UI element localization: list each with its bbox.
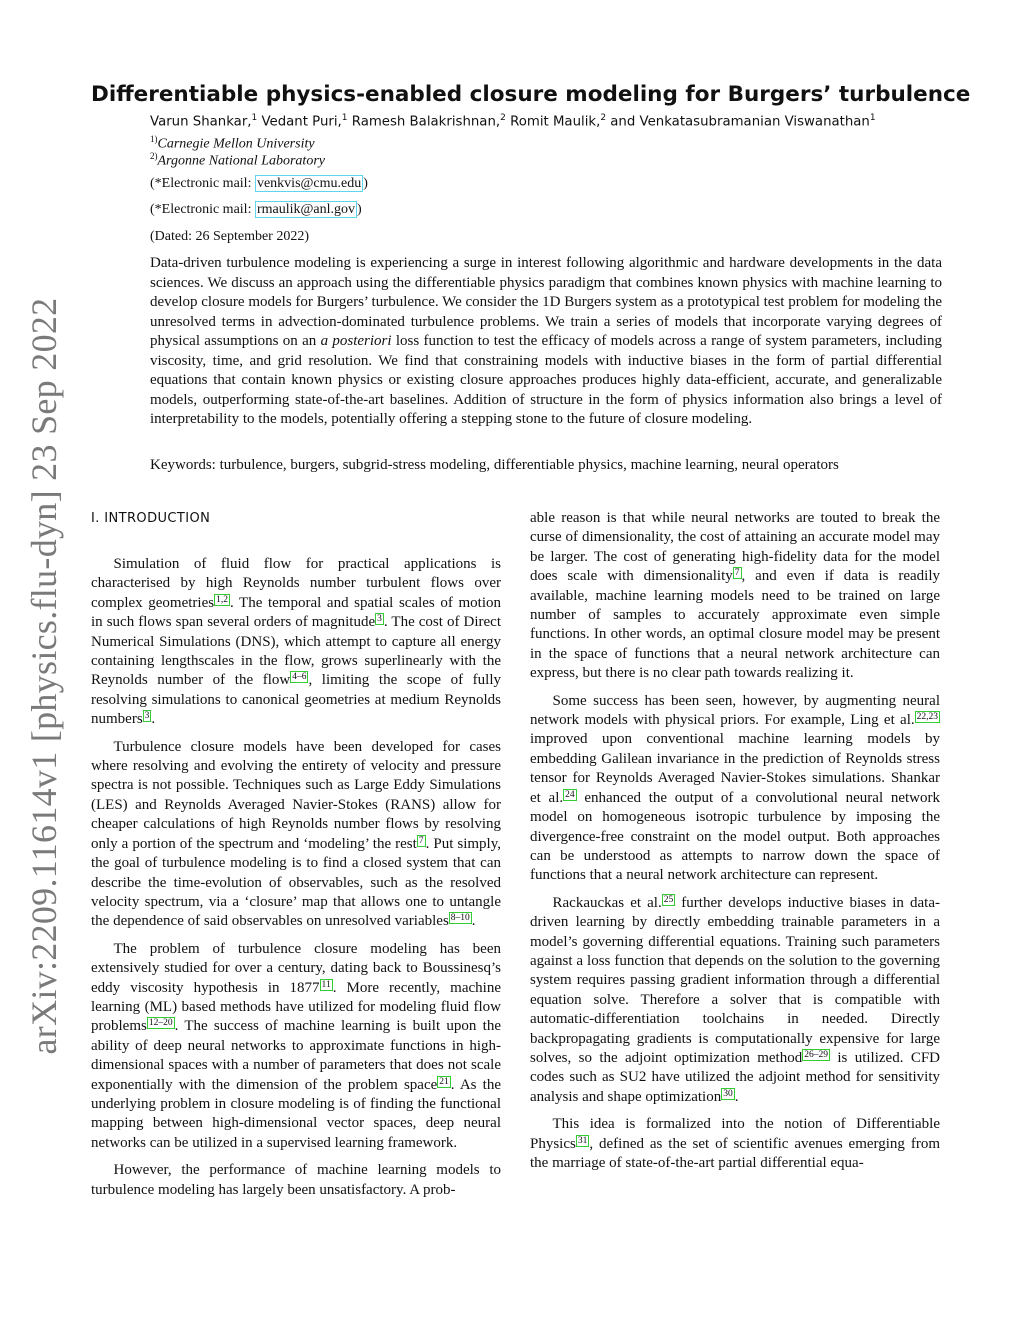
author-name: and Venkatasubramanian Viswanathan [606, 114, 870, 130]
paragraph: The problem of turbulence closure modeling has been extensively studied for over a century, dating back to Boussinesq’s eddy viscosity hypothesis in 1877 $^{11}$ . More recently, machine learning (ML) based methods have utilized for modeling fluid flow problems $^{12-20}$ . The success of machine learning is built upon the ability of deep neural networks to approximate functions in high-dimensional spaces with a number of parameters that does not scale exponentially with the dimension of the problem space $^{21}$ . As the underlying problem in closure modeling is of finding the functional mapping between high-dimensional vector spaces, deep neural networks can be utilized in a supervised learning framework. [91, 940, 501, 1151]
author-name: Romit Maulik, [505, 114, 601, 130]
arxiv-identifier: arXiv:2209.11614v1 [physics.flu-dyn] 23 Sep 2022 [24, 297, 64, 1055]
citation-link[interactable]: 25 [663, 894, 674, 905]
paragraph: able reason is that while neural networks are touted to break the curse of dimensionality, the cost of attaining an accurate model may be larger. The cost of generating high-fidelity data for the model does scale with dimensionality $^7$ , and even if data is readily available, machine learning models need to be trained on large number of samples to accurately approximate even simple functions. In other words, an optimal closure model may be present in the space of functions that a neural network architecture can express, but there is no clear path towards realizing it. [530, 510, 940, 682]
author-affiliation-mark: 1 [341, 113, 348, 123]
citation-link[interactable]: 7 [734, 568, 740, 579]
keywords: Keywords: turbulence, burgers, subgrid-stress modeling, differentiable physics, machine learning, neural operators [150, 457, 839, 473]
citation-link[interactable]: 26–29 [804, 1049, 828, 1060]
email-line [150, 202, 362, 218]
paragraph: Rackauckas et al. $^{25}$ further develops inductive biases in data-driven learning by directly embedding trainable parameters in a model’s governing differential equations. Training such parameters against a loss function that depends on the solution to the governing system requires passing gradient information through a differential equation solve. Therefore a solver that is compatible with automatic-differentiation toolchains in needed. Directly backpropagating gradients is computationally expensive for large solves, so the adjoint optimization method $^{26-29}$ is utilized. CFD codes such as SU2 have utilized the adjoint method for sensitivity analysis and shape optimization $^{30}$ . [530, 894, 941, 1105]
section-heading-introduction: I. INTRODUCTION [91, 511, 211, 526]
abstract [150, 254, 942, 430]
email-suffix: ) [357, 202, 362, 217]
author-affiliation-mark: 2 [600, 113, 607, 123]
citation-link[interactable]: 21 [439, 1076, 449, 1087]
paragraph: Some success has been seen, however, by augmenting neural network models with physical priors. For example, Ling et al. $^{22,23}$ improved upon conventional machine learning models by embedding Galilean invariance in the prediction of Reynolds stress tensor for Reynolds Averaged Navier-Stokes simulations. Shankar et al. $^{24}$ enhanced the output of a convolutional neural network model on homogeneous isotropic turbulence by imposing the divergence-free constraint on the model output. Both approaches can be understood as attempts to narrow down the space of functions that a neural network architecture can represent. [530, 692, 941, 884]
citation-link[interactable]: 12–20 [148, 1018, 173, 1029]
left-column [91, 555, 501, 1208]
author-affiliation-mark: 1 [251, 113, 258, 123]
citation-link[interactable]: 8–10 [450, 913, 470, 924]
citation-link[interactable]: 24 [565, 789, 575, 800]
abstract-emphasis: a posteriori [320, 333, 392, 349]
paragraph: Turbulence closure models have been developed for cases where resolving and evolving the entirety of velocity and pressure spectra is not possible. Techniques such as Large Eddy Simulations (LES) and Reynolds Averaged Navier-Stokes (RANS) allow for cheaper calculations of high Reynolds number flows by resolving only a portion of the spectrum and ‘modeling’ the rest $^7$ . Put simply, the goal of turbulence modeling is to find a closed system that can describe the time-evolution of observables, such as the resolved velocity spectrum, via a ‘closure’ map that allows one to untangle the dependence of said observables on unresolved variables $^{8-10}$ . [91, 738, 501, 930]
right-column [530, 509, 940, 1181]
affiliation-name: Carnegie Mellon University [157, 136, 315, 152]
email-prefix: (*Electronic mail: [150, 176, 255, 191]
paragraph: Simulation of fluid flow for practical applications is characterised by high Reynolds number turbulent flows over complex geometries $^{1,2}$ . The temporal and spatial scales of motion in such flows span several orders of magnitude $^3$ . The cost of Direct Numerical Simulations (DNS), which attempt to capture all energy containing lengthscales in the flow, grows superlinearly with the Reynolds number of the flow $^{4-6}$ , limiting the scope of fully resolving simulations to canonical geometries at medium Reynolds numbers $^3$ . [91, 556, 502, 728]
citation-link[interactable]: 22,23 [916, 712, 938, 723]
paragraph: This idea is formalized into the notion of Differentiable Physics $^{31}$ , defined as the set of scientific avenues emerging from the marriage of state-of-the-art partial differential equa- [530, 1116, 940, 1171]
abstract-text: Data-driven turbulence modeling is experiencing a surge in interest following algorithmic and hardware developments in the data sciences. We discuss an approach using the differentiable physics paradigm that combines known physics with machine learning to develop closure models for Burgers’ turbulence. We consider the 1D Burgers system as a prototypical test problem for modeling the unresolved terms in advection-dominated turbulence problems. We train a series of models that incorporate varying degrees of physical assumptions on an [150, 255, 942, 349]
abstract-text: loss function to test the efficacy of models across a range of system parameters, including viscosity, time, and grid resolution. We find that constraining models with inductive biases in the form of partial differential equations that contain known physics or existing closure approaches produces highly data-efficient, accurate, and generalizable models, outperforming state-of-the-art baselines. Addition of structure in the form of physics information also brings a level of interpretability to the models, potentially offering a stepping stone to the future of closure modeling. [150, 333, 942, 427]
author-affiliation-mark: 1 [869, 113, 876, 123]
affiliation-mark: 2) [150, 151, 158, 161]
email-link[interactable]: venkvis@cmu.edu [256, 176, 362, 191]
arxiv-sidebar [0, 0, 88, 1325]
affiliation-mark: 1) [150, 134, 158, 144]
citation-link[interactable]: 3 [144, 711, 150, 722]
dated: (Dated: 26 September 2022) [150, 229, 310, 244]
author-list [150, 113, 876, 129]
citation-link[interactable]: 1,2 [216, 594, 228, 605]
citation-link[interactable]: 11 [321, 979, 331, 990]
email-link[interactable]: rmaulik@anl.gov [256, 202, 356, 217]
email-suffix: ) [363, 176, 368, 191]
paragraph: However, the performance of machine learning models to turbulence modeling has largely been unsatisfactory. A prob- [91, 1162, 501, 1198]
citation-link[interactable]: 4–6 [292, 672, 307, 683]
affiliation [150, 151, 325, 170]
affiliation-name: Argonne National Laboratory [157, 153, 325, 169]
affiliation [150, 134, 315, 153]
author-name: Ramesh Balakrishnan, [347, 114, 501, 130]
citation-link[interactable]: 7 [418, 835, 424, 846]
citation-link[interactable]: 31 [577, 1135, 588, 1146]
citation-link[interactable]: 30 [723, 1088, 733, 1099]
citation-link[interactable]: 3 [377, 614, 382, 625]
author-name: Vedant Puri, [257, 114, 342, 130]
email-prefix: (*Electronic mail: [150, 202, 255, 217]
email-line [150, 176, 368, 192]
author-affiliation-mark: 2 [500, 113, 506, 123]
paper-title: Differentiable physics-enabled closure modeling for Burgers’ turbulence [91, 82, 971, 107]
author-name: Varun Shankar, [150, 114, 252, 130]
